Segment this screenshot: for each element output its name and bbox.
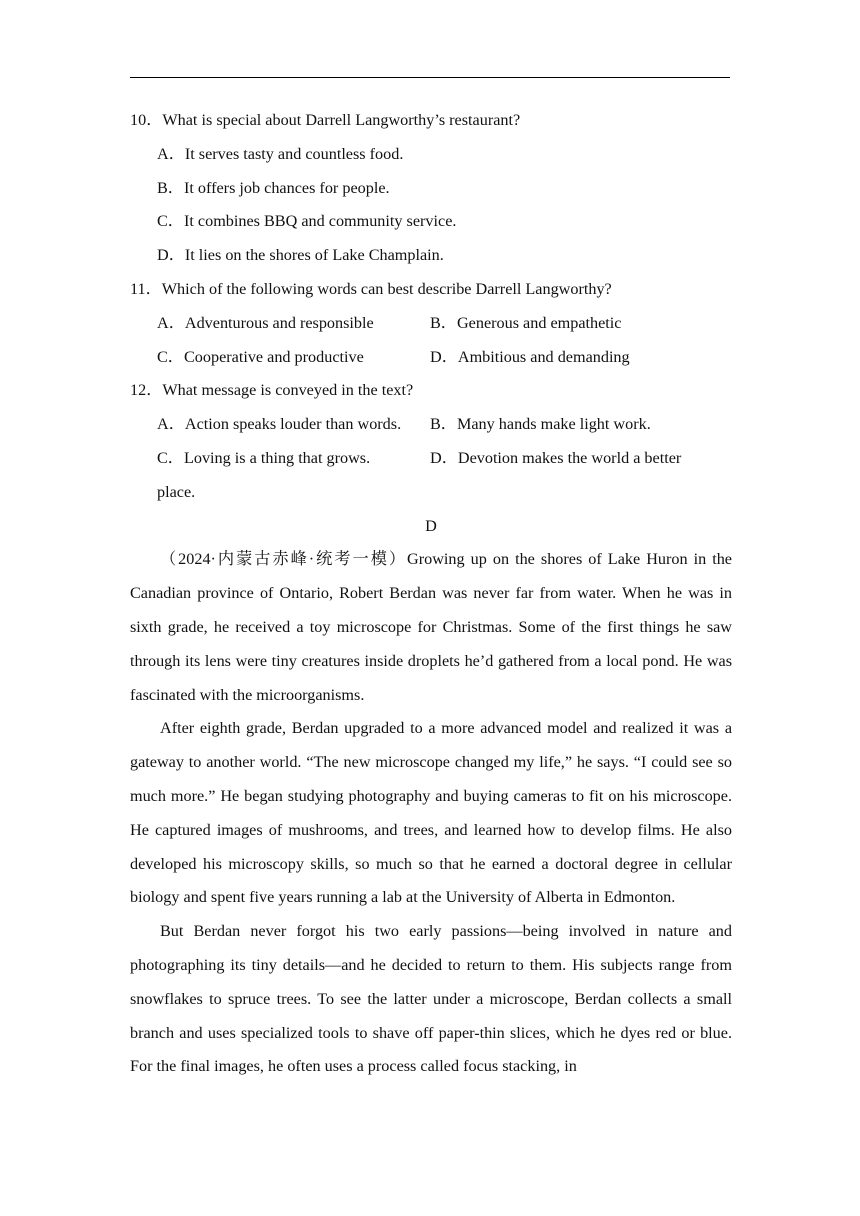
question-11-option-a: A．Adventurous and responsible xyxy=(157,313,374,332)
question-10-option-d: D．It lies on the shores of Lake Champlain. xyxy=(157,246,444,265)
question-10-option-b: B．It offers job chances for people. xyxy=(157,178,390,197)
question-11-stem: 11．Which of the following words can best describe Darrell Langworthy? xyxy=(130,279,612,298)
question-12-option-d: D．Devotion makes the world a better xyxy=(430,448,682,467)
question-10-option-c: C．It combines BBQ and community service. xyxy=(157,212,457,231)
page-content xyxy=(130,104,732,1084)
question-12-option-a: A．Action speaks louder than words. xyxy=(157,415,402,434)
question-10-stem: 10．What is special about Darrell Langworthy’s restaurant? xyxy=(130,111,521,129)
question-10-option-a: A．It serves tasty and countless food. xyxy=(157,144,404,163)
question-11-option-d: D．Ambitious and demanding xyxy=(430,347,630,366)
question-11-option-c: C．Cooperative and productive xyxy=(157,347,364,366)
question-11-options-row-1 xyxy=(130,307,732,341)
question-12-options-row-2 xyxy=(130,442,732,476)
section-heading: D xyxy=(425,516,437,535)
question-12-option-d-continuation: place. xyxy=(157,482,196,501)
question-11-option-b: B．Generous and empathetic xyxy=(430,313,622,332)
passage-paragraph-2: After eighth grade, Berdan upgraded to a more advanced model and realized it was a gateway to another world. “The new microscope changed my life,” he says. “I could see so much more.” He began studying photography and buying cameras to fit on his microscope. He captured images of mushrooms, and trees, and learned how to develop films. He also developed his microscopy skills, so much so that he earned a doctoral degree in cellular biology and spent five years running a lab at the University of Alberta in Edmonton. xyxy=(130,719,732,907)
passage-paragraph-1: （2024·内蒙古赤峰·统考一模）Growing up on the shores of Lake Huron in the Canadian province of Ontario, Robert Berdan was never far from water. When he was in sixth grade, he received a toy microscope for Christmas. Some of the first things he saw through its lens were tiny creatures inside droplets he’d gathered from a local pond. He was fascinated with the microorganisms. xyxy=(130,550,732,704)
passage-paragraph-3: But Berdan never forgot his two early passions—being involved in nature and photographing its tiny details—and he decided to return to them. His subjects range from snowflakes to spruce trees. To see the latter under a microscope, Berdan collects a small branch and uses specialized tools to shave off paper-thin slices, which he dyes red or blue. For the final images, he often uses a process called focus stacking, in xyxy=(130,922,732,1076)
question-12-stem: 12．What message is conveyed in the text? xyxy=(130,381,414,400)
question-12-option-c: C．Loving is a thing that grows. xyxy=(157,448,371,467)
header-rule xyxy=(130,77,730,78)
question-12-options-row-1 xyxy=(130,408,732,442)
question-12-option-b: B．Many hands make light work. xyxy=(430,415,651,434)
question-11-options-row-2 xyxy=(130,341,732,375)
